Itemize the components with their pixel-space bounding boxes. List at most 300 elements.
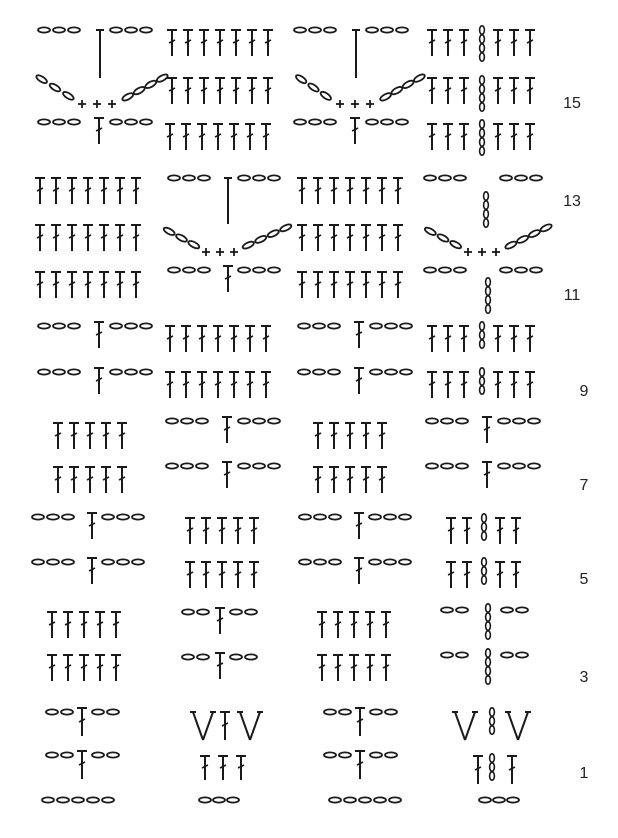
double-crochet — [443, 78, 453, 104]
chain-stitch — [385, 323, 397, 328]
single-crochet — [216, 248, 224, 256]
chain-stitch — [385, 752, 397, 757]
chain-stitch — [133, 85, 146, 95]
chain-stitch — [140, 119, 152, 124]
chain-stitch-vertical — [480, 322, 485, 330]
double-crochet — [365, 655, 375, 681]
dc-cluster-v — [237, 712, 263, 740]
chain-stitch-vertical — [482, 514, 487, 522]
double-crochet — [249, 518, 259, 544]
chain-stitch — [213, 797, 225, 802]
chain-stitch — [140, 323, 152, 328]
double-crochet — [117, 467, 127, 493]
double-crochet — [361, 225, 371, 251]
double-crochet — [223, 266, 233, 292]
chain-stitch-vertical — [486, 667, 491, 675]
chain-stitch — [426, 418, 438, 423]
chain-stitch — [493, 797, 505, 802]
chain-stitch-vertical — [480, 85, 485, 93]
chain-stitch — [132, 559, 144, 564]
chain-stitch — [197, 654, 209, 659]
chain-stitch — [384, 514, 396, 519]
double-crochet — [459, 372, 469, 398]
chain-stitch-vertical — [486, 658, 491, 666]
chain-stitch — [370, 369, 382, 374]
chain-stitch — [328, 323, 340, 328]
chain-stitch — [528, 418, 540, 423]
chain-stitch — [424, 175, 436, 180]
chain-stitch — [324, 752, 336, 757]
chain-stitch — [314, 559, 326, 564]
chain-stitch — [49, 82, 62, 93]
chain-stitch — [183, 175, 195, 180]
chain-stitch — [38, 119, 50, 124]
double-crochet — [229, 124, 239, 150]
double-crochet — [473, 756, 483, 784]
chain-stitch — [298, 323, 310, 328]
double-crochet — [35, 272, 45, 298]
chain-stitch — [516, 607, 528, 612]
double-crochet — [377, 178, 387, 204]
double-crochet — [297, 178, 307, 204]
single-crochet — [366, 100, 374, 108]
chain-stitch-vertical — [490, 772, 495, 780]
chain-stitch — [344, 797, 356, 802]
double-crochet — [261, 372, 271, 398]
v-left — [455, 712, 465, 740]
chain-stitch — [61, 752, 73, 757]
double-crochet — [69, 467, 79, 493]
chain-stitch-vertical — [480, 120, 485, 128]
chain-stitch — [38, 369, 50, 374]
chain-stitch-vertical — [490, 708, 495, 716]
double-crochet — [525, 326, 535, 352]
chain-stitch — [253, 175, 265, 180]
chain-stitch-vertical — [486, 604, 491, 612]
chain-stitch — [245, 609, 257, 614]
double-crochet — [218, 756, 228, 780]
double-crochet — [247, 78, 257, 104]
v-left — [240, 712, 250, 740]
dc-cluster-v — [505, 712, 531, 740]
chain-stitch — [132, 514, 144, 519]
chain-stitch-vertical — [486, 287, 491, 295]
double-crochet — [333, 612, 343, 638]
double-crochet — [245, 326, 255, 352]
double-crochet — [131, 272, 141, 298]
chain-stitch — [456, 607, 468, 612]
double-crochet — [35, 225, 45, 251]
chain-stitch-vertical — [480, 103, 485, 111]
chain-stitch-vertical — [482, 576, 487, 584]
chain-stitch — [197, 609, 209, 614]
double-crochet — [201, 518, 211, 544]
held-stitch — [352, 30, 360, 78]
chain-stitch — [183, 267, 195, 272]
chain-stitch — [370, 752, 382, 757]
chain-stitch — [110, 119, 122, 124]
chain-stitch — [107, 752, 119, 757]
double-crochet — [197, 124, 207, 150]
chain-stitch-vertical — [480, 44, 485, 52]
double-crochet — [313, 467, 323, 493]
double-crochet — [229, 372, 239, 398]
double-crochet — [131, 225, 141, 251]
double-crochet — [345, 225, 355, 251]
chain-stitch — [68, 119, 80, 124]
chain-stitch — [454, 267, 466, 272]
chain-stitch — [38, 323, 50, 328]
chain-stitch — [441, 418, 453, 423]
chain-stitch-vertical — [484, 192, 489, 200]
chain-stitch — [32, 559, 44, 564]
row-number-label: 1 — [579, 765, 589, 782]
double-crochet — [525, 124, 535, 150]
double-crochet — [493, 78, 503, 104]
double-crochet — [167, 78, 177, 104]
chain-stitch-vertical — [484, 210, 489, 218]
double-crochet — [131, 178, 141, 204]
chain-stitch — [309, 27, 321, 32]
chain-stitch-vertical — [482, 523, 487, 531]
chain-stitch — [57, 797, 69, 802]
chain-stitch — [268, 463, 280, 468]
chain-stitch — [242, 240, 255, 250]
chain-stitch — [182, 654, 194, 659]
double-crochet — [47, 612, 57, 638]
chain-stitch — [42, 797, 54, 802]
double-crochet — [349, 655, 359, 681]
double-crochet — [47, 655, 57, 681]
chain-stitch — [500, 175, 512, 180]
chain-stitch — [513, 418, 525, 423]
dc-cluster-v — [190, 712, 216, 740]
chain-stitch-vertical — [480, 331, 485, 339]
chain-stitch — [62, 514, 74, 519]
chain-stitch — [385, 709, 397, 714]
chain-stitch — [72, 797, 84, 802]
chain-stitch — [479, 797, 491, 802]
double-crochet — [354, 322, 364, 348]
chain-stitch-vertical — [490, 754, 495, 762]
chain-stitch — [199, 797, 211, 802]
chain-stitch — [530, 267, 542, 272]
chain-stitch — [513, 463, 525, 468]
dc-cluster-v — [452, 712, 478, 740]
double-crochet — [297, 272, 307, 298]
chain-stitch-vertical — [486, 649, 491, 657]
row-number-label: 15 — [563, 95, 581, 112]
chain-stitch — [426, 463, 438, 468]
chain-stitch-vertical — [480, 76, 485, 84]
chain-stitch — [268, 418, 280, 423]
chain-stitch — [121, 92, 134, 102]
double-crochet — [215, 608, 225, 634]
chain-stitch — [198, 175, 210, 180]
double-crochet — [345, 178, 355, 204]
double-crochet — [427, 78, 437, 104]
double-crochet — [213, 372, 223, 398]
chain-stitch-vertical — [486, 613, 491, 621]
double-crochet — [51, 272, 61, 298]
double-crochet — [377, 467, 387, 493]
chain-stitch — [53, 27, 65, 32]
double-crochet — [181, 326, 191, 352]
row-number-label: 9 — [579, 383, 589, 400]
double-crochet — [245, 124, 255, 150]
chain-stitch — [504, 240, 517, 250]
double-crochet — [443, 30, 453, 56]
chain-stitch — [328, 369, 340, 374]
double-crochet — [377, 423, 387, 449]
chain-stitch — [125, 119, 137, 124]
chain-stitch — [38, 27, 50, 32]
chain-stitch — [198, 267, 210, 272]
chain-stitch — [181, 463, 193, 468]
double-crochet — [85, 467, 95, 493]
chain-stitch — [413, 73, 426, 83]
double-crochet — [427, 30, 437, 56]
double-crochet — [215, 78, 225, 104]
chain-stitch — [110, 27, 122, 32]
double-crochet — [446, 518, 456, 544]
double-crochet — [167, 30, 177, 56]
single-crochet — [230, 248, 238, 256]
chain-stitch — [396, 27, 408, 32]
single-crochet — [108, 100, 116, 108]
double-crochet — [77, 751, 87, 779]
chain-stitch — [68, 369, 80, 374]
chain-stitch — [399, 559, 411, 564]
double-crochet — [443, 326, 453, 352]
chain-stitch-vertical — [482, 558, 487, 566]
double-crochet — [393, 225, 403, 251]
double-crochet — [511, 518, 521, 544]
double-crochet — [197, 326, 207, 352]
chain-stitch — [110, 369, 122, 374]
double-crochet — [525, 78, 535, 104]
double-crochet — [217, 562, 227, 588]
double-crochet — [354, 558, 364, 584]
chain-stitch — [299, 559, 311, 564]
double-crochet — [333, 655, 343, 681]
double-crochet — [493, 30, 503, 56]
double-crochet — [53, 467, 63, 493]
double-crochet — [83, 272, 93, 298]
chain-stitch — [379, 92, 392, 102]
chain-stitch — [307, 82, 320, 93]
chain-stitch — [92, 709, 104, 714]
double-crochet — [95, 612, 105, 638]
double-crochet — [35, 178, 45, 204]
double-crochet — [462, 562, 472, 588]
single-crochet — [351, 100, 359, 108]
chain-stitch — [454, 175, 466, 180]
double-crochet — [361, 467, 371, 493]
held-stitch — [224, 178, 232, 224]
chain-stitch — [339, 752, 351, 757]
chain-stitch — [87, 797, 99, 802]
double-crochet — [261, 326, 271, 352]
double-crochet — [233, 562, 243, 588]
double-crochet — [87, 513, 97, 539]
chain-stitch — [61, 709, 73, 714]
double-crochet — [493, 372, 503, 398]
double-crochet — [525, 372, 535, 398]
held-stitch — [96, 30, 104, 78]
single-crochet — [464, 248, 472, 256]
chain-stitch — [168, 175, 180, 180]
chain-stitch — [314, 514, 326, 519]
double-crochet — [63, 612, 73, 638]
chain-stitch-vertical — [482, 567, 487, 575]
v-right — [465, 712, 475, 740]
double-crochet — [354, 513, 364, 539]
chain-stitch — [324, 709, 336, 714]
double-crochet — [85, 423, 95, 449]
double-crochet — [201, 562, 211, 588]
chain-stitch — [456, 652, 468, 657]
chain-stitch — [528, 229, 541, 239]
double-crochet — [231, 30, 241, 56]
double-crochet — [99, 272, 109, 298]
chain-stitch — [35, 74, 48, 85]
chain-stitch — [501, 607, 513, 612]
chain-stitch — [366, 27, 378, 32]
double-crochet — [183, 30, 193, 56]
single-crochet — [478, 248, 486, 256]
chain-stitch — [181, 418, 193, 423]
chain-stitch — [370, 709, 382, 714]
double-crochet — [87, 558, 97, 584]
chain-stitch — [384, 559, 396, 564]
chain-stitch — [441, 607, 453, 612]
chain-stitch — [254, 235, 267, 245]
row-number-labels — [563, 95, 588, 782]
double-crochet — [355, 751, 365, 779]
chain-stitch — [163, 226, 176, 236]
double-crochet — [99, 178, 109, 204]
chain-stitch — [196, 418, 208, 423]
chain-stitch — [102, 514, 114, 519]
chain-stitch-vertical — [480, 138, 485, 146]
chain-stitch — [140, 27, 152, 32]
double-crochet — [345, 423, 355, 449]
double-crochet — [329, 423, 339, 449]
v-left — [193, 712, 203, 740]
chain-stitch — [319, 90, 332, 101]
chain-stitch — [47, 514, 59, 519]
chain-stitch-vertical — [490, 763, 495, 771]
chain-stitch-vertical — [484, 219, 489, 227]
chain-stitch — [230, 609, 242, 614]
double-crochet — [115, 272, 125, 298]
double-crochet — [94, 118, 104, 144]
chain-stitch-vertical — [486, 622, 491, 630]
chain-stitch — [166, 418, 178, 423]
chain-stitch — [313, 369, 325, 374]
double-crochet — [215, 30, 225, 56]
chain-stitch — [253, 463, 265, 468]
chain-stitch — [62, 90, 75, 101]
double-crochet — [117, 423, 127, 449]
chain-stitch — [245, 654, 257, 659]
double-crochet — [95, 655, 105, 681]
chain-stitch — [267, 229, 280, 239]
double-crochet — [233, 518, 243, 544]
chain-stitch — [515, 267, 527, 272]
chain-stitch — [329, 797, 341, 802]
double-crochet — [459, 78, 469, 104]
double-crochet — [361, 423, 371, 449]
double-crochet — [99, 225, 109, 251]
chain-stitch-vertical — [480, 35, 485, 43]
double-crochet — [427, 124, 437, 150]
double-crochet — [181, 124, 191, 150]
double-crochet — [111, 655, 121, 681]
chain-stitch — [166, 463, 178, 468]
chain-stitch — [253, 267, 265, 272]
chain-stitch — [424, 226, 437, 236]
double-crochet — [525, 30, 535, 56]
double-crochet — [443, 124, 453, 150]
double-crochet — [329, 272, 339, 298]
double-crochet — [381, 655, 391, 681]
chain-stitch — [62, 559, 74, 564]
chain-stitch-vertical — [486, 305, 491, 313]
double-crochet — [165, 372, 175, 398]
chain-stitch — [507, 797, 519, 802]
double-crochet — [354, 368, 364, 394]
chain-stitch-vertical — [490, 717, 495, 725]
chain-stitch — [102, 797, 114, 802]
double-crochet — [361, 272, 371, 298]
double-crochet — [249, 562, 259, 588]
double-crochet — [215, 653, 225, 679]
chain-stitch — [381, 27, 393, 32]
double-crochet — [507, 756, 517, 784]
double-crochet — [313, 178, 323, 204]
chain-stitch — [359, 797, 371, 802]
chain-stitch — [32, 514, 44, 519]
v-right — [203, 712, 213, 740]
chain-stitch — [294, 27, 306, 32]
chain-stitch — [227, 797, 239, 802]
chain-stitch — [168, 267, 180, 272]
chain-stitch — [107, 709, 119, 714]
v-right — [518, 712, 528, 740]
chain-stitch — [253, 418, 265, 423]
double-crochet — [247, 30, 257, 56]
double-crochet — [377, 272, 387, 298]
double-crochet — [213, 124, 223, 150]
chain-stitch — [500, 267, 512, 272]
double-crochet — [509, 30, 519, 56]
chain-stitch — [515, 175, 527, 180]
stitch-symbols — [32, 26, 553, 803]
chain-stitch-vertical — [480, 94, 485, 102]
double-crochet — [115, 178, 125, 204]
double-crochet — [229, 326, 239, 352]
double-crochet — [361, 178, 371, 204]
double-crochet — [317, 655, 327, 681]
double-crochet — [217, 518, 227, 544]
chain-stitch-vertical — [486, 631, 491, 639]
chain-stitch-vertical — [486, 296, 491, 304]
row-number-label: 7 — [579, 477, 589, 494]
chain-stitch-vertical — [480, 129, 485, 137]
chain-stitch — [381, 119, 393, 124]
